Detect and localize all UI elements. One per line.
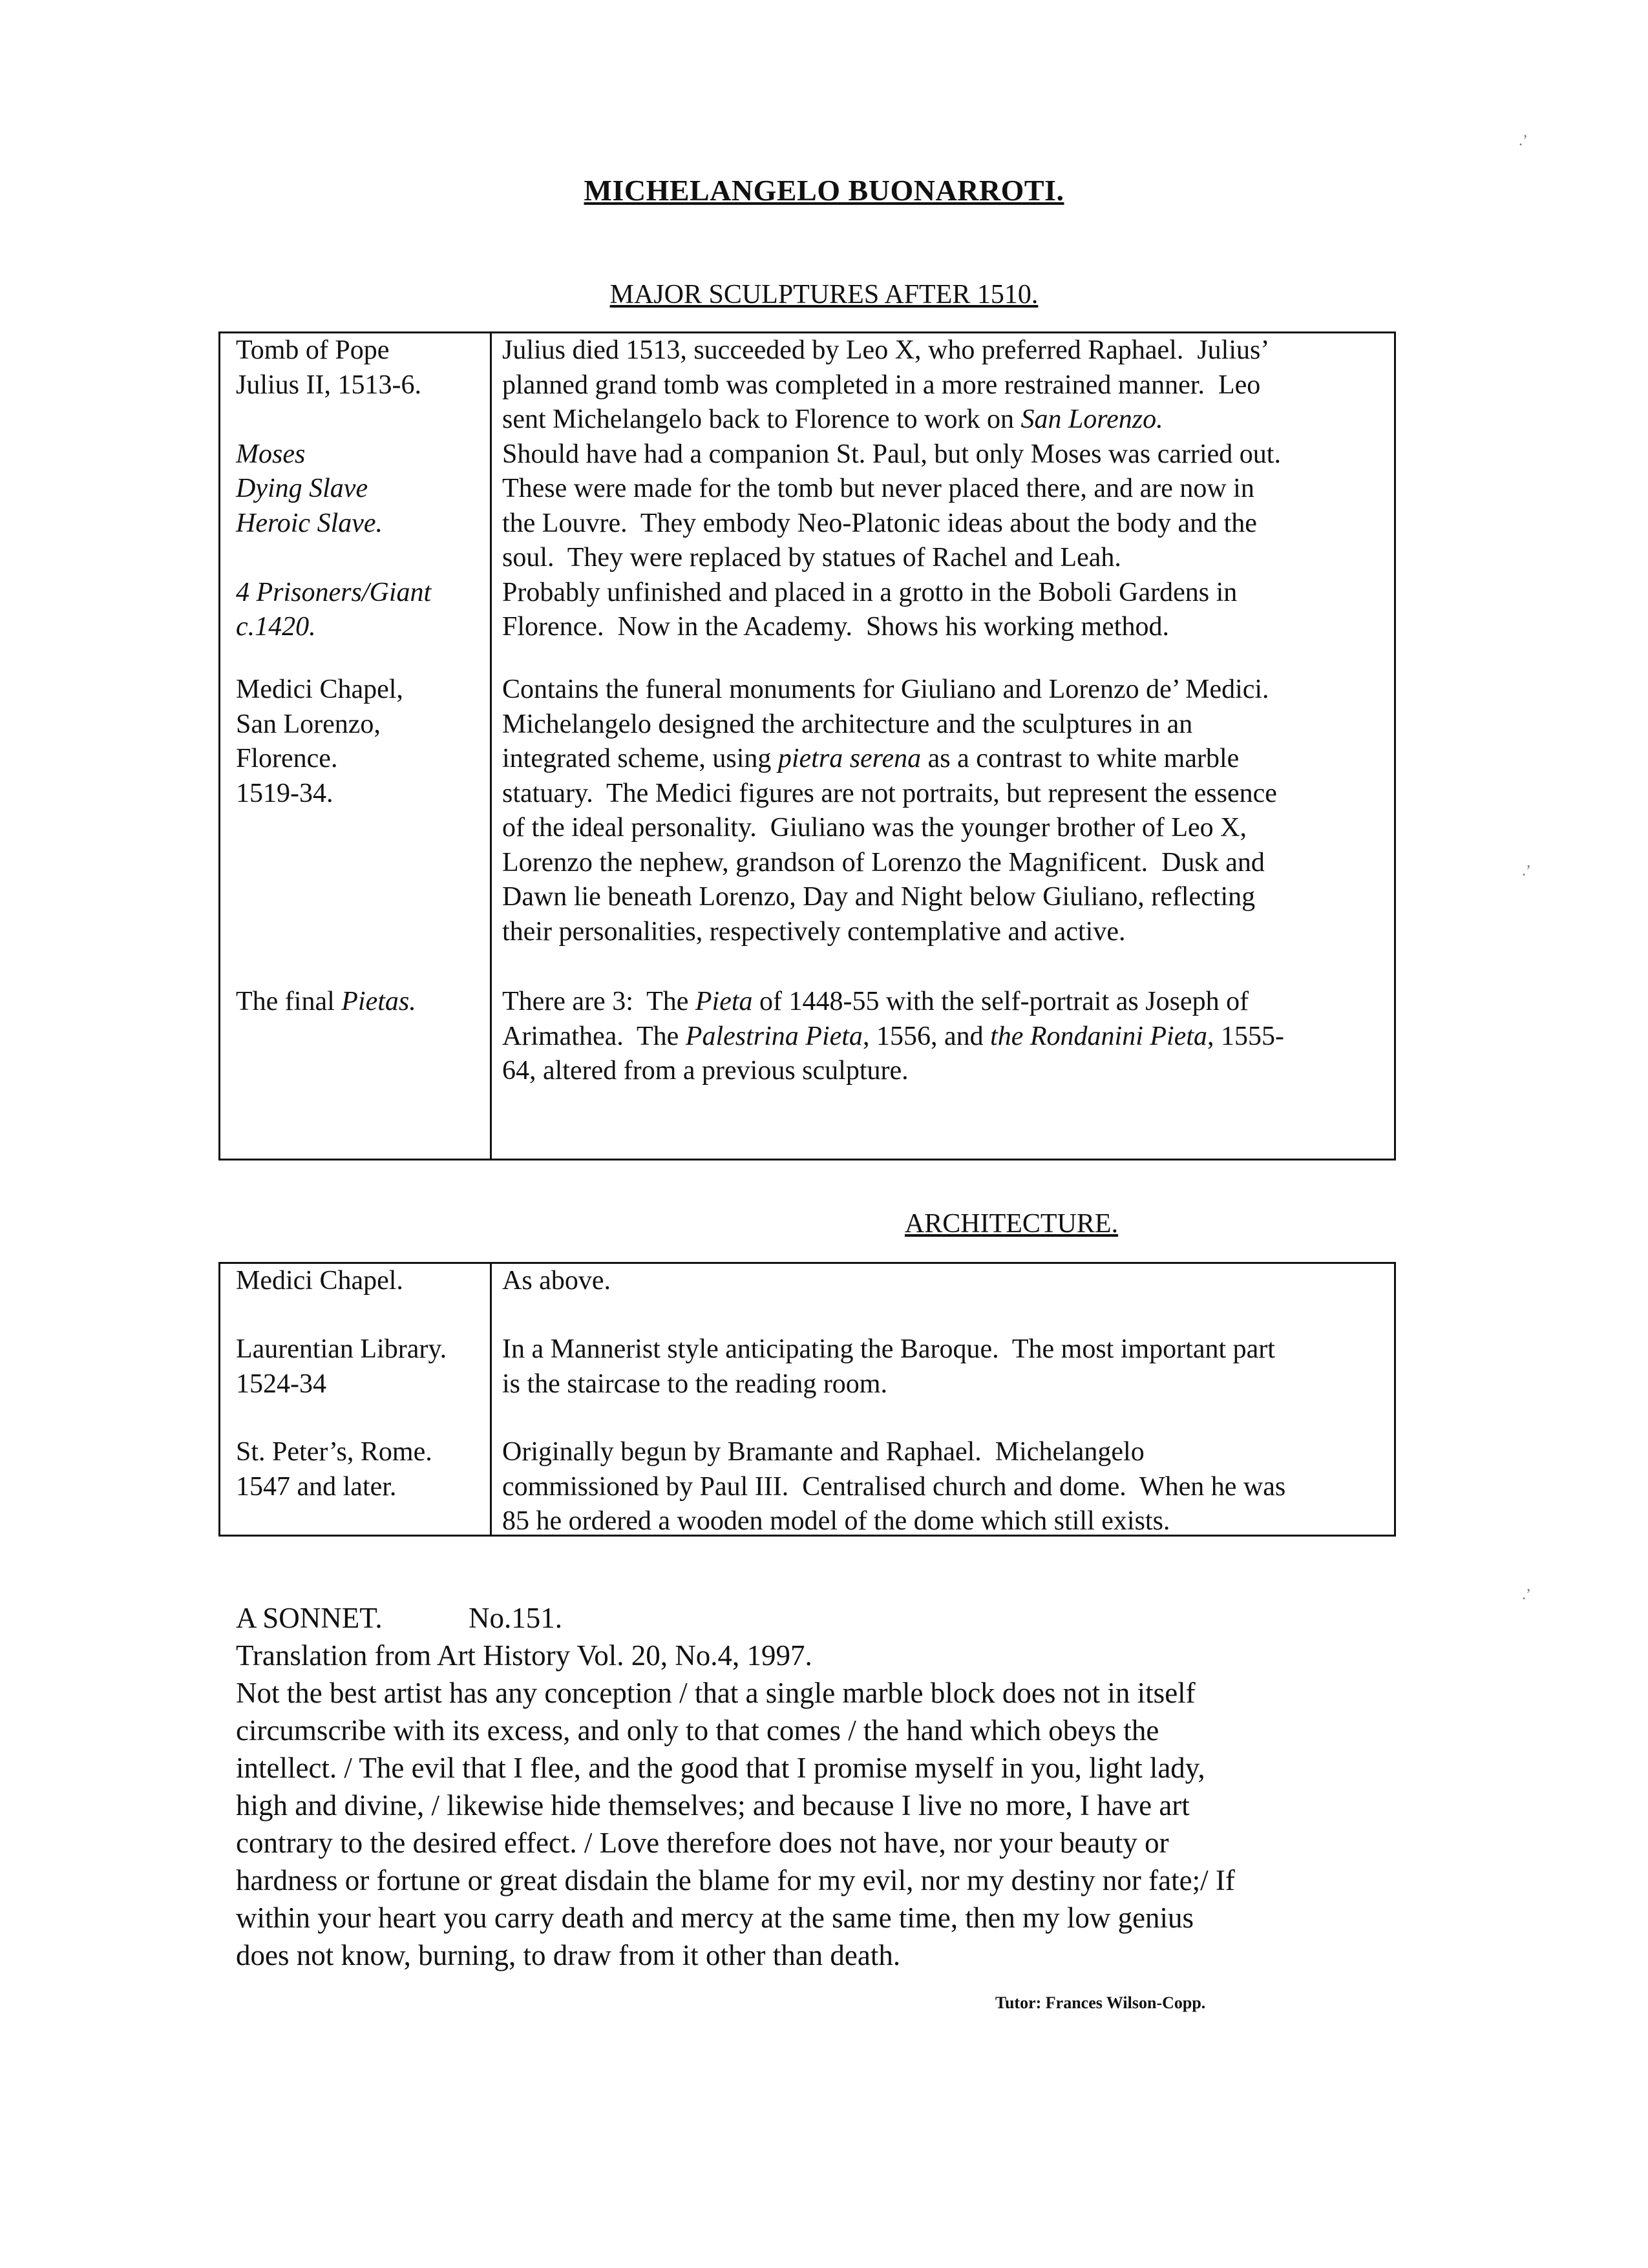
description-text: , 1555- [1207,1021,1285,1051]
description-line [502,333,1394,368]
description-text: Florence. Now in the Academy. Shows his working method. [502,612,1169,642]
subject-text: Heroic Slave. [236,508,383,538]
description-text: San Lorenzo. [1020,404,1163,434]
sonnet-line: contrary to the desired effect. / Love therefore does not have, nor your beauty or [236,1827,1169,1859]
building-line: 1524-34 [236,1369,326,1399]
subject-line [236,541,488,576]
description-text: of the ideal personality. Giuliano was the younger brother of Leo X, [502,813,1247,843]
architecture-heading: ARCHITECTURE. [904,1209,1119,1239]
description-line [502,541,1394,576]
description-text: the Rondanini Pieta [990,1021,1208,1051]
sonnet-source: Translation from Art History Vol. 20, No.4, 1997. [236,1639,812,1672]
sonnet-block [236,1599,1412,1974]
building-description [502,1264,1394,1299]
building-line: St. Peter’s, Rome. [236,1437,432,1467]
description-line [502,507,1394,541]
sculptures-table [218,331,1396,1160]
building-name [236,1264,488,1299]
description-line: As above. [502,1266,611,1296]
sculpture-subject [236,333,488,645]
subject-line [236,777,488,812]
sonnet-label: A SONNET. [236,1602,383,1634]
scan-mark: .’ [1522,1586,1531,1603]
description-line [502,708,1394,742]
description-text: Julius died 1513, succeeded by Leo X, who preferred Raphael. Julius’ [502,335,1270,365]
description-line: In a Mannerist style anticipating the Baroque. The most important part [502,1334,1275,1364]
description-text: Probably unfinished and placed in a grotto in the Boboli Gardens in [502,577,1238,607]
building-description [502,1332,1394,1402]
description-line [502,1020,1394,1055]
scan-mark: .’ [1519,132,1528,149]
description-line [502,472,1394,507]
subject-text: Dying Slave [236,474,368,503]
subject-text: Florence. [236,744,338,773]
description-line [502,880,1394,915]
table-divider [490,333,492,1159]
description-text: planned grand tomb was completed in a more restrained manner. Leo [502,370,1261,400]
description-line [502,811,1394,846]
subject-line [236,985,488,1020]
description-text: integrated scheme, using [502,744,778,773]
sonnet-line: within your heart you carry death and mercy at the same time, then my low genius [236,1902,1194,1934]
description-text: Pieta [695,987,753,1016]
subject-line [236,472,488,507]
subject-line [236,368,488,403]
description-line: Originally begun by Bramante and Raphael. Michelangelo [502,1437,1145,1467]
description-line [502,403,1394,437]
subject-text: c.1420. [236,612,316,642]
subject-line [236,708,488,742]
sculpture-description [502,985,1394,1089]
sonnet-line: high and divine, / likewise hide themselves; and because I live no more, I have art [236,1789,1190,1822]
subject-text: Pietas. [341,987,416,1016]
architecture-table [218,1262,1396,1537]
page-title: MICHELANGELO BUONARROTI. [584,174,1064,207]
building-line: 1547 and later. [236,1471,397,1502]
description-text: pietra serena [777,744,922,773]
description-text: Dawn lie beneath Lorenzo, Day and Night below Giuliano, reflecting [502,882,1256,912]
description-text: statuary. The Medici figures are not portraits, but represent the essence [502,778,1277,808]
sonnet-line: intellect. / The evil that I flee, and the good that I promise myself in you, light lady, [236,1752,1205,1784]
scan-mark: .’ [1522,863,1531,879]
description-text: Should have had a companion St. Paul, but only Moses was carried out. [502,439,1281,469]
sonnet-text [236,1674,1412,1974]
description-line: commissioned by Paul III. Centralised church and dome. When he was [502,1471,1286,1502]
sculpture-description [502,673,1394,949]
description-line: 85 he ordered a wooden model of the dome which still exists. [502,1506,1170,1536]
sculptures-heading: MAJOR SCULPTURES AFTER 1510. [609,280,1039,310]
description-line [502,610,1394,645]
description-line [502,368,1394,403]
building-line: Laurentian Library. [236,1334,447,1364]
subject-text: 1519-34. [236,778,333,808]
subject-line [236,610,488,645]
building-description [502,1435,1394,1539]
description-text: Michelangelo designed the architecture and the sculptures in an [502,709,1193,739]
subject-line [236,437,488,472]
building-line: Medici Chapel. [236,1266,403,1296]
description-text: their personalities, respectively contemplative and active. [502,916,1126,947]
description-line [502,985,1394,1020]
description-line: is the staircase to the reading room. [502,1369,887,1399]
description-line [502,673,1394,708]
description-text: sent Michelangelo back to Florence to work on [502,404,1021,434]
subject-line [236,673,488,708]
description-text: These were made for the tomb but never placed there, and are now in [502,474,1254,503]
sonnet-number: No.151. [469,1602,562,1634]
description-line [502,437,1394,472]
description-text: Contains the funeral monuments for Giuliano and Lorenzo de’ Medici. [502,675,1269,704]
description-text: as a contrast to white marble [921,744,1240,773]
sculpture-subject [236,673,488,811]
description-text: 64, altered from a previous sculpture. [502,1056,909,1086]
subject-text: Julius II, 1513-6. [236,370,421,400]
subject-text: San Lorenzo, [236,709,381,739]
description-line [502,915,1394,950]
subject-line [236,576,488,611]
sonnet-line: circumscribe with its excess, and only to that comes / the hand which obeys the [236,1714,1159,1747]
sonnet-line: Not the best artist has any conception / that a single marble block does not in itself [236,1677,1196,1709]
subject-line [236,742,488,777]
description-line [502,1054,1394,1089]
subject-line [236,403,488,437]
description-line [502,742,1394,777]
description-text: soul. They were replaced by statues of Rachel and Leah. [502,543,1121,572]
sonnet-line: hardness or fortune or great disdain the blame for my evil, nor my destiny nor fate;/ If [236,1864,1235,1896]
description-text: Arimathea. The [502,1021,686,1051]
subject-line [236,333,488,368]
sonnet-line: does not know, burning, to draw from it other than death. [236,1939,901,1971]
description-text: Palestrina Pieta [685,1021,863,1051]
subject-text: 4 Prisoners/Giant [236,577,432,607]
subject-text: Medici Chapel, [236,675,403,704]
tutor-credit: Tutor: Frances Wilson-Copp. [995,1993,1206,2012]
building-name [236,1435,488,1504]
subject-text: Moses [236,439,306,469]
sculpture-description [502,333,1394,645]
sculpture-subject [236,985,488,1020]
description-line [502,576,1394,611]
subject-text: The final [236,987,342,1016]
subject-line [236,507,488,541]
description-line [502,846,1394,881]
building-name [236,1332,488,1402]
sonnet-heading [236,1599,1412,1637]
description-text: , 1556, and [862,1021,991,1051]
description-text: There are 3: The [502,987,695,1016]
description-line [502,777,1394,812]
description-text: of 1448-55 with the self-portrait as Joseph of [752,987,1249,1016]
table-divider [490,1264,492,1535]
subject-text: Tomb of Pope [236,335,390,365]
description-text: the Louvre. They embody Neo-Platonic ideas about the body and the [502,508,1257,538]
description-text: Lorenzo the nephew, grandson of Lorenzo the Magnificent. Dusk and [502,847,1265,877]
